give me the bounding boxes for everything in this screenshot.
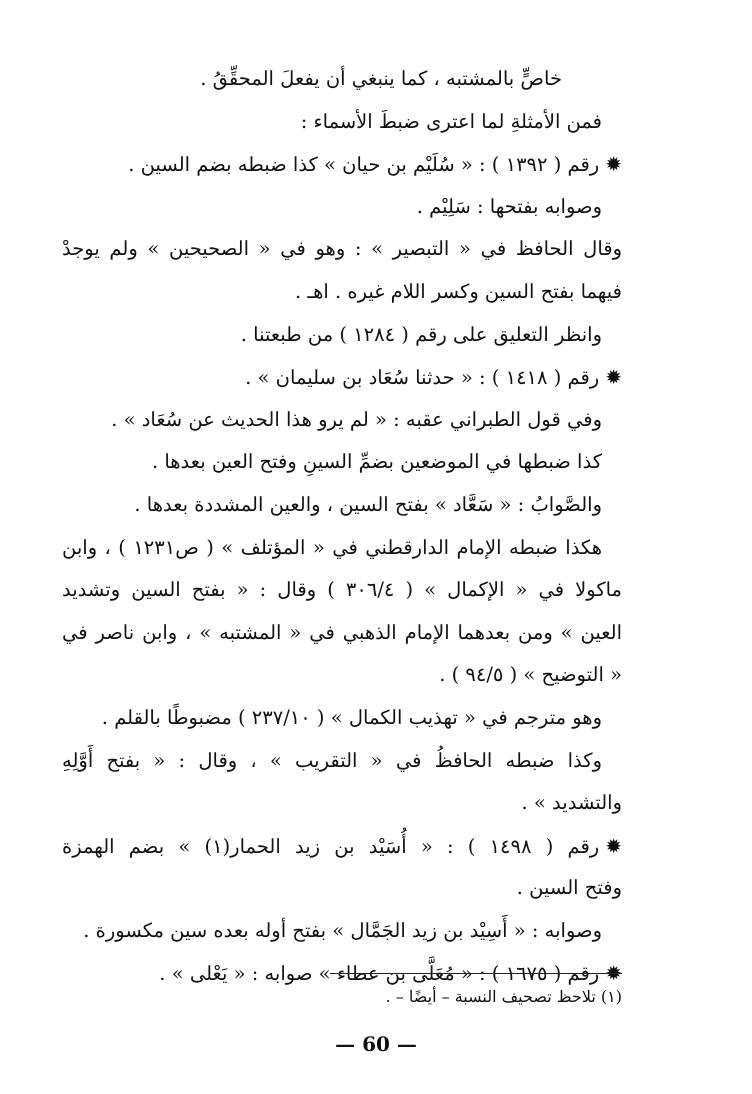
page-body bbox=[62, 58, 622, 995]
text-line: وفتح السين . bbox=[516, 876, 622, 900]
text-line: كذا ضبطها في الموضعين بضمِّ السينِ وفتح العين بعدها . bbox=[151, 450, 602, 474]
text-line: خاصٍّ بالمشتبه ، كما ينبغي أن يفعلَ المحقِّقُ . bbox=[200, 67, 562, 90]
text-line: وصوابه بفتحها : سَلِيْم . bbox=[416, 194, 602, 218]
text-line: وصوابه : « أَسِيْد بن زيد الجَمَّال » بفتح أوله بعده سين مكسورة . bbox=[83, 918, 602, 942]
footnote: (١) تلاحظ تصحيف النسبة – أيضًا – . bbox=[385, 987, 622, 1006]
text-line: وكذا ضبطه الحافظُ في « التقريب » ، وقال : « بفتح أَوَّلِهِ bbox=[62, 748, 602, 772]
text-line: وفي قول الطبراني عقبه : « لم يرو هذا الحديث عن سُعَاد » . bbox=[111, 407, 602, 431]
star-ornament-icon: ✹ bbox=[605, 152, 622, 177]
text-line: ✹رقم ( ١٤١٨ ) : « حدثنا سُعَاد بن سليمان » . bbox=[245, 365, 622, 390]
text-line: ✹رقم ( ١٤٩٨ ) : « أُسَيْد بن زيد الحمار(١) » بضم الهمزة bbox=[62, 833, 622, 858]
text-line: فمن الأمثلةِ لما اعترى ضبطَ الأسماء : bbox=[300, 109, 602, 133]
text-line: والتشديد » . bbox=[521, 791, 622, 815]
text-line: العين » ومن بعدهما الإمام الذهبي في « المشتبه » ، وابن ناصر في bbox=[62, 620, 622, 644]
text-line: وقال الحافظ في « التبصير » : وهو في « الصحيحين » ولم يوجدْ bbox=[62, 237, 622, 261]
text-line: والصَّوابُ : « سَعَّاد » بفتح السين ، والعين المشددة بعدها . bbox=[134, 492, 602, 516]
text-line: وانظر التعليق على رقم ( ١٢٨٤ ) من طبعتنا . bbox=[240, 322, 602, 346]
text-line: « التوضيح » ( ٩٤/٥ ) . bbox=[439, 663, 622, 687]
text-line: وهو مترجم في « تهذيب الكمال » ( ٢٣٧/١٠ ) مضبوطًا بالقلم . bbox=[101, 705, 602, 729]
footnote-divider bbox=[330, 973, 622, 974]
text-line: ✹رقم ( ١٦٧٥ ) : « مُعَلَّى بن عطاء » صوابه : « يَعْلى » . bbox=[159, 961, 622, 986]
text-line: ماكولا في « الإكمال » ( ٣٠٦/٤ ) وقال : « بفتح السين وتشديد bbox=[62, 578, 622, 602]
star-ornament-icon: ✹ bbox=[605, 961, 622, 986]
star-ornament-icon: ✹ bbox=[605, 833, 622, 858]
page-number: — 60 — bbox=[335, 1032, 417, 1056]
text-line: هكذا ضبطه الإمام الدارقطني في « المؤتلف » ( ص١٢٣١ ) ، وابن bbox=[62, 535, 602, 559]
text-line: ✹رقم ( ١٣٩٢ ) : « سُلَيْم بن حيان » كذا ضبطه بضم السين . bbox=[128, 152, 622, 177]
star-ornament-icon: ✹ bbox=[605, 365, 622, 390]
text-line: فيهما بفتح السين وكسر اللام غيره . اهـ . bbox=[294, 279, 622, 303]
